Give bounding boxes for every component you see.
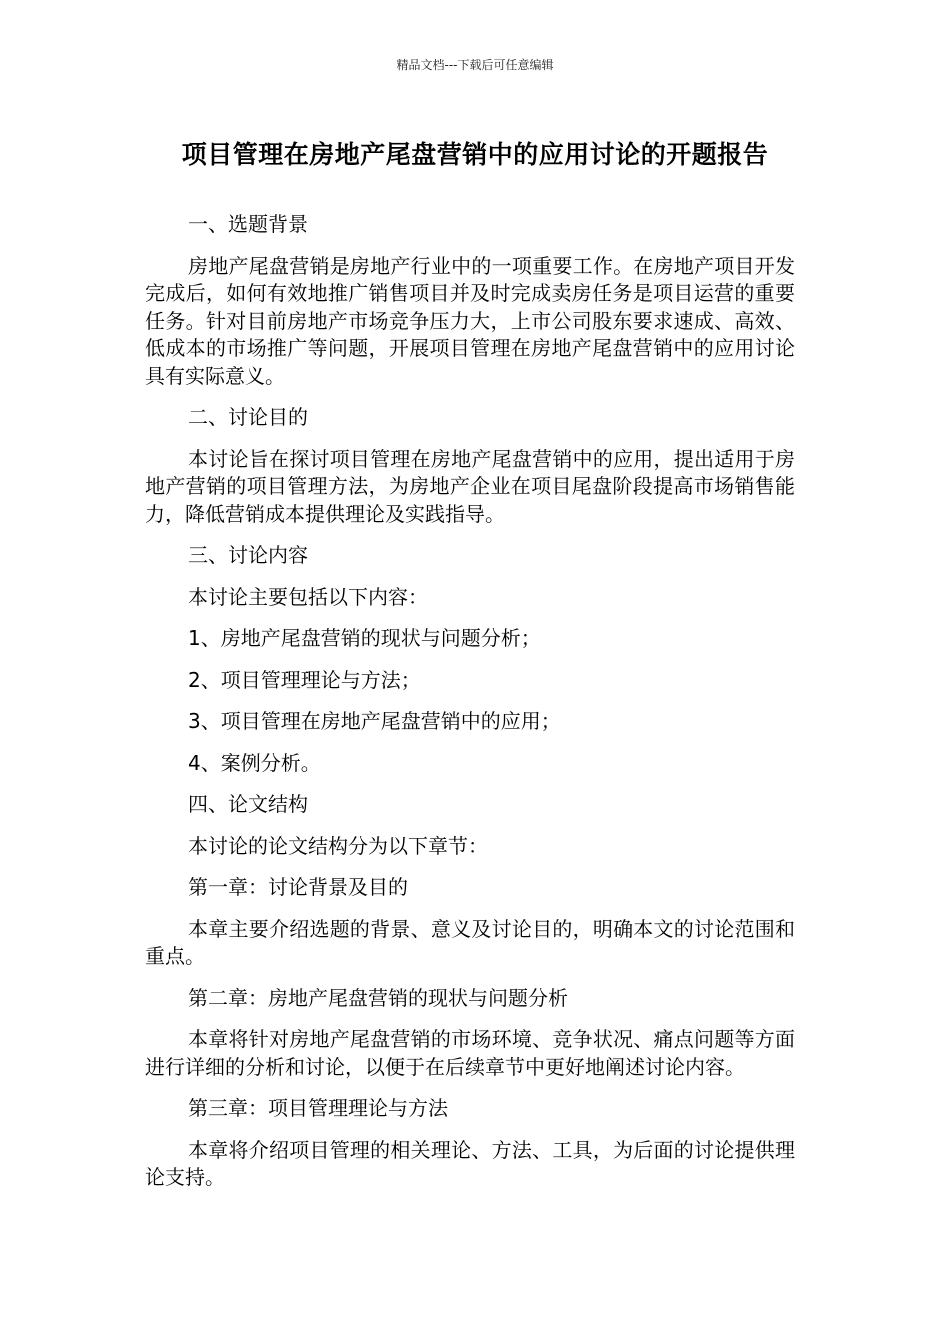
chapter-heading: 第二章：房地产尾盘营销的现状与问题分析 <box>188 985 568 1010</box>
section-heading-content: 三、讨论内容 <box>188 543 308 567</box>
chapter-description: 本章主要介绍选题的背景、意义及讨论目的，明确本文的讨论范围和重点。 <box>145 916 795 968</box>
list-item: 4、案例分析。 <box>188 750 321 775</box>
section-heading-structure: 四、论文结构 <box>188 792 308 816</box>
paragraph-content-intro: 本讨论主要包括以下内容： <box>188 584 428 609</box>
section-heading-purpose: 二、讨论目的 <box>188 405 308 429</box>
document-title: 项目管理在房地产尾盘营销中的应用讨论的开题报告 <box>181 140 769 169</box>
section-heading-background: 一、选题背景 <box>188 212 308 236</box>
paragraph-background: 房地产尾盘营销是房地产行业中的一项重要工作。在房地产项目开发完成后，如何有效地推广销售项目并及时完成卖房任务是项目运营的重要任务。针对目前房地产市场竞争压力大，上市公司股东要求速成、高效、低成本的市场推广等问题，开展项目管理在房地产尾盘营销中的应用讨论具有实际意义。 <box>145 253 795 388</box>
list-item: 1、房地产尾盘营销的现状与问题分析； <box>188 626 541 650</box>
paragraph-purpose: 本讨论旨在探讨项目管理在房地产尾盘营销中的应用，提出适用于房地产营销的项目管理方法，为房地产企业在项目尾盘阶段提高市场销售能力，降低营销成本提供理论及实践指导。 <box>145 446 795 526</box>
chapter-heading: 第三章：项目管理理论与方法 <box>188 1096 448 1120</box>
paragraph-structure-intro: 本讨论的论文结构分为以下章节： <box>188 833 488 858</box>
document-body <box>145 211 795 1206</box>
chapter-heading: 第一章：讨论背景及目的 <box>188 875 408 899</box>
list-item: 2、项目管理理论与方法； <box>188 667 421 692</box>
chapter-description: 本章将针对房地产尾盘营销的市场环境、竞争状况、痛点问题等方面进行详细的分析和讨论，以便于在后续章节中更好地阐述讨论内容。 <box>145 1027 795 1079</box>
chapter-description: 本章将介绍项目管理的相关理论、方法、工具，为后面的讨论提供理论支持。 <box>145 1137 795 1189</box>
list-item: 3、项目管理在房地产尾盘营销中的应用； <box>188 709 561 733</box>
page-header: 精品文档---下载后可任意编辑 <box>396 58 554 72</box>
